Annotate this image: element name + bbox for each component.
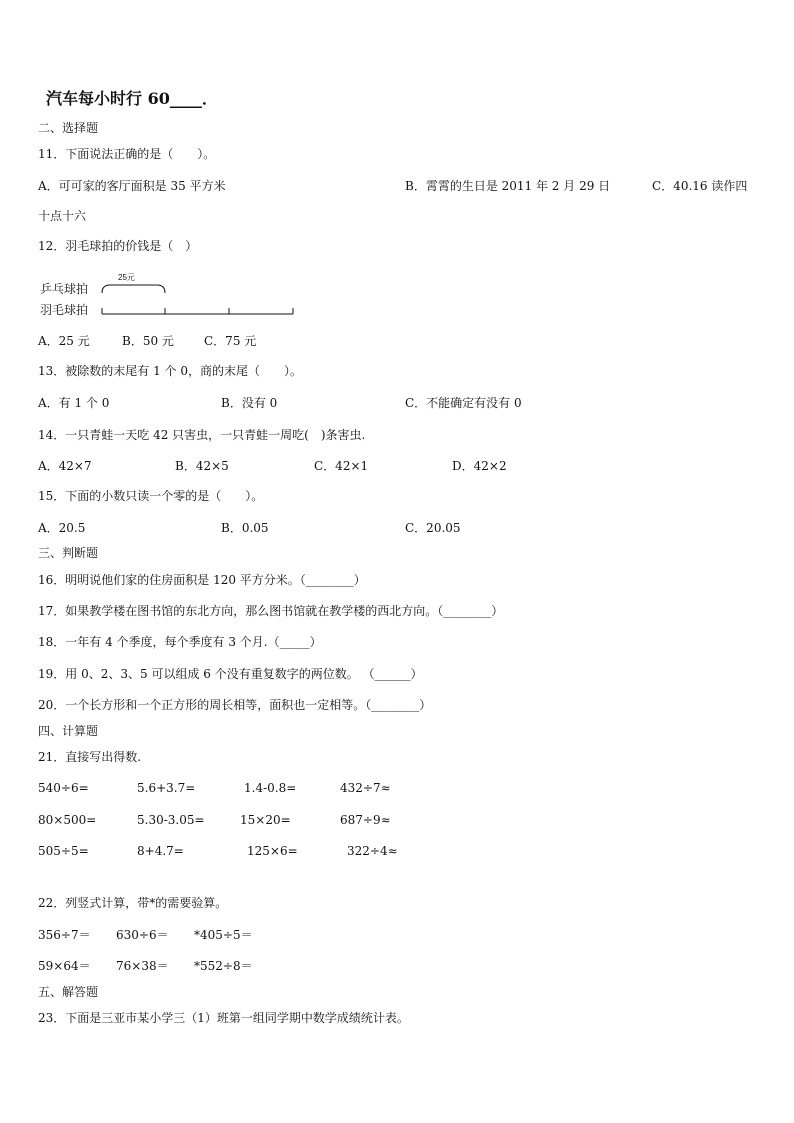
top-fill-blank: 汽车每小时行 60____．	[46, 89, 218, 108]
q14-option-d: D．42×2	[452, 459, 507, 473]
q21-r3-c4: 322÷4≈	[347, 844, 398, 858]
q11-option-c-cont: 十点十六	[38, 209, 87, 223]
q11-stem: 11．下面说法正确的是（ ）。	[38, 147, 216, 161]
q14-stem: 14．一只青蛙一天吃 42 只害虫，一只青蛙一周吃( )条害虫.	[38, 428, 366, 442]
label-badminton: 羽毛球拍	[40, 303, 89, 317]
q12-option-b: B．50 元	[122, 334, 174, 348]
q12-stem: 12．羽毛球拍的价钱是（ ）	[38, 239, 198, 253]
q20: 20．一个长方形和一个正方形的周长相等，面积也一定相等。（________）	[38, 698, 432, 712]
q22-r2-c1: 59×64＝	[38, 959, 91, 973]
q14-option-c: C．42×1	[314, 459, 369, 473]
q15-option-c: C．20.05	[405, 521, 461, 535]
q22-r1-c1: 356÷7＝	[38, 928, 91, 942]
brace-label: 25元	[118, 273, 135, 282]
q21-r1-c2: 5.6+3.7=	[137, 781, 196, 795]
brace	[102, 285, 165, 293]
section-calc: 四、计算题	[38, 724, 99, 738]
q15-stem: 15．下面的小数只读一个零的是（ ）。	[38, 489, 264, 503]
q15-option-b: B．0.05	[221, 521, 269, 535]
q21-r1-c1: 540÷6=	[38, 781, 89, 795]
q21-r2-c1: 80×500=	[38, 813, 97, 827]
q14-option-b: B．42×5	[175, 459, 229, 473]
q12-option-c: C．75 元	[204, 334, 257, 348]
q13-option-c: C．不能确定有没有 0	[405, 396, 522, 410]
q13-option-a: A．有 1 个 0	[38, 396, 110, 410]
q16: 16．明明说他们家的住房面积是 120 平方分米。（________）	[38, 573, 366, 587]
q21-r2-c4: 687÷9≈	[340, 813, 391, 827]
q22-r1-c3: *405÷5＝	[194, 928, 253, 942]
q12-line-diagram	[0, 270, 320, 320]
q14-option-a: A．42×7	[38, 459, 92, 473]
q17: 17．如果教学楼在图书馆的东北方向，那么图书馆就在教学楼的西北方向。（________）	[38, 604, 504, 618]
q21-r2-c3: 15×20=	[240, 813, 291, 827]
q19: 19．用 0、2、3、5 可以组成 6 个没有重复数字的两位数。 （______）	[38, 667, 423, 681]
q23: 23．下面是三亚市某小学三（1）班第一组同学期中数学成绩统计表。	[38, 1011, 409, 1025]
section-choice: 二、选择题	[38, 121, 99, 135]
q11-option-a: A．可可家的客厅面积是 35 平方米	[38, 179, 226, 193]
label-pingpong: 乒乓球拍	[40, 282, 89, 296]
q15-option-a: A．20.5	[38, 521, 86, 535]
q22-r2-c2: 76×38＝	[116, 959, 169, 973]
q11-option-b: B．霄霄的生日是 2011 年 2 月 29 日	[405, 179, 611, 193]
q21-r3-c3: 125×6=	[247, 844, 298, 858]
q13-option-b: B．没有 0	[221, 396, 278, 410]
q12-option-a: A．25 元	[38, 334, 90, 348]
q22-r2-c3: *552÷8＝	[194, 959, 253, 973]
q21-r1-c3: 1.4-0.8=	[244, 781, 297, 795]
q13-stem: 13．被除数的末尾有 1 个 0，商的末尾（ ）。	[38, 364, 302, 378]
q21-r1-c4: 432÷7≈	[340, 781, 391, 795]
q18: 18．一年有 4 个季度，每个季度有 3 个月.（_____）	[38, 635, 322, 649]
section-judge: 三、判断题	[38, 546, 99, 560]
section-solve: 五、解答题	[38, 985, 99, 999]
q21-r3-c2: 8+4.7=	[137, 844, 184, 858]
q21-r3-c1: 505÷5=	[38, 844, 89, 858]
q21-r2-c2: 5.30-3.05=	[137, 813, 205, 827]
q22-stem: 22．列竖式计算，带*的需要验算。	[38, 896, 228, 910]
q21-stem: 21．直接写出得数.	[38, 750, 142, 764]
q11-option-c: C．40.16 读作四	[652, 179, 748, 193]
q22-r1-c2: 630÷6＝	[116, 928, 169, 942]
